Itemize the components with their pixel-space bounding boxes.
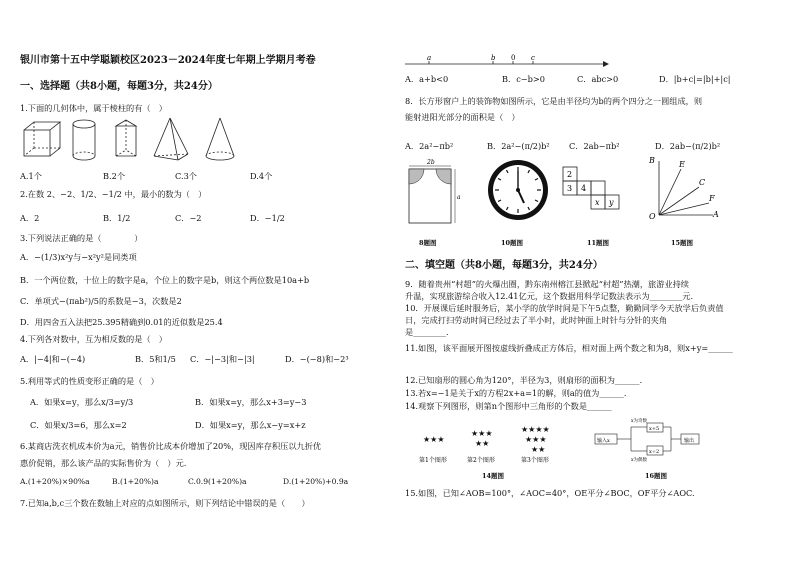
q9-line-1: 9．随着贵州“村超”的火爆出圈，黔东南州榕江县掀起“村超”热潮，旅游业持续 (405, 279, 689, 289)
right-column (397, 0, 794, 561)
q3-line-b: B．一个两位数，十位上的数字是a，个位上的数字是b，则这个两位数是10a+b (20, 275, 310, 285)
star-fig3-label: 第3个图形 (521, 457, 549, 464)
q15-text: 15.如图，已知∠AOB=100°，∠AOC=40°，OE平分∠BOC，OF平分∠AOC. (405, 488, 695, 498)
q5-option-a: A．如果x=y，那么x/3=y/3 (30, 397, 134, 407)
q7-option-c: C．abc>0 (577, 74, 619, 84)
flow-op2: x÷2 (649, 449, 660, 455)
q13-text: 13.若x=−1是关于x的方程2x+a=1的解，则a的值为______. (405, 388, 627, 398)
q1-option-c: C.3个 (175, 171, 197, 181)
cone-shape (206, 118, 234, 160)
svg-text:★★: ★★ (531, 445, 546, 454)
caption-fig15: 15题图 (671, 239, 694, 247)
fig11-cube-net (559, 163, 639, 225)
exam-title: 银川市第十五中学聪颖校区2023－2024年度七年期上学期月考卷 (20, 55, 316, 66)
section2-heading: 二、填空题（共8小题，每题3分，共24分） (405, 260, 603, 271)
nl-label-b: b (491, 54, 496, 62)
q16-flowchart (593, 418, 723, 462)
q1-option-b: B.2个 (103, 171, 126, 181)
q8-option-b: B．2a²−(π/2)b² (487, 141, 550, 151)
fig11-cell-x: x (595, 198, 600, 207)
fig11-cell-y: y (609, 198, 614, 207)
flow-even: x为偶数 (631, 458, 648, 462)
q4-option-d: D．−(−8)和−2³ (285, 354, 349, 364)
fig15-label-b: B (649, 156, 655, 165)
flow-odd: x为奇数 (631, 419, 648, 424)
q1-stem: 1.下面的几何体中，属于棱柱的有（ ） (20, 103, 167, 113)
q10-line-1: 10．开展课后延时服务后，某小学的放学时间是下午5点整，勤勤同学今天放学后负责值 (405, 303, 724, 313)
q5-option-c: C．如果x/3=6，那么x=2 (30, 420, 127, 430)
q6-line-2: 惠价促销，那么该产品的实际售价为（ ）元. (20, 458, 187, 468)
q7-number-line (403, 52, 613, 70)
fig15-label-e: E (679, 160, 685, 169)
nl-label-0: 0 (511, 54, 516, 62)
fig11-cell-3: 3 (567, 184, 573, 193)
q3-line-d: D．用四舍五入法把25.395精确到0.01的近似数是25.4 (20, 317, 223, 327)
fig15-label-f: F (709, 194, 715, 203)
q1-solids-figure (20, 116, 260, 168)
q8-line-2: 能射进阳光部分的面积是（ ） (405, 112, 520, 122)
q14-star-figures (417, 422, 587, 468)
fig15-angles (647, 155, 722, 227)
svg-text:★★★: ★★★ (423, 435, 445, 444)
q2-stem: 2.在数 2、−2、1/2、−1/2 中，最小的数为（ ） (20, 189, 207, 199)
q2-option-a: A．2 (20, 213, 40, 223)
flow-op1: x+5 (649, 426, 660, 432)
q9-line-2: 升温，实现旅游综合收入12.41亿元，这个数据用科学记数法表示为________元. (405, 291, 694, 301)
svg-text:★★★★: ★★★★ (521, 425, 550, 434)
caption-fig10: 10题图 (501, 239, 524, 247)
fig11-cell-4: 4 (581, 184, 587, 193)
q8-option-c: C．2ab−πb² (569, 141, 620, 151)
q8-option-a: A．2a²−πb² (405, 141, 454, 151)
q14-text: 14.观察下列图形，则第n个图形中三角形的个数是______ (405, 401, 612, 411)
q11-text: 11.如图，该平面展开图按虚线折叠成正方体后，相对面上两个数之和为8，则x+y=______ (405, 343, 733, 353)
q7-option-b: B．c−b>0 (502, 74, 545, 84)
fig8-window (405, 157, 465, 229)
section1-heading: 一、选择题（共8小题，每题3分，共24分） (20, 81, 218, 92)
q6-line-1: 6.某商店洗衣机成本价为a元，销售价比成本价增加了20%，现因库存积压以九折优 (20, 441, 322, 451)
q6-option-a: A.(1+20%)×90%a (20, 477, 90, 486)
nl-label-a: a (427, 54, 432, 62)
q6-option-b: B.(1+20%)a (112, 477, 159, 486)
q8-line-1: 8．长方形窗户上的装饰物如图所示，它是由半径均为b的两个四分之一圆组成，则 (405, 96, 703, 106)
q7-option-a: A．a+b<0 (405, 74, 449, 84)
flow-input: 输入x (597, 438, 610, 444)
fig15-label-o: O (649, 212, 656, 221)
fig11-cell-2: 2 (567, 170, 573, 179)
q2-option-d: D．−1/2 (250, 213, 285, 223)
q12-text: 12.已知扇形的圆心角为120°，半径为3，则扇形的面积为______. (405, 375, 643, 385)
q1-option-a: A.1个 (20, 171, 42, 181)
caption-fig14: 14题图 (482, 472, 505, 480)
flow-output: 输出 (684, 438, 695, 444)
q2-option-c: C．−2 (175, 213, 202, 223)
fig8-width-label: 2b (427, 159, 435, 166)
q3-line-c: C．单项式−(πab²)/5的系数是−3，次数是2 (20, 296, 182, 306)
svg-text:★★★: ★★★ (525, 435, 547, 444)
q8-option-d: D．2ab−(π/2)b² (655, 141, 721, 151)
caption-fig11: 11题图 (587, 239, 610, 247)
pyramid-shape (154, 118, 188, 160)
q4-stem: 4.下列各对数中，互为相反数的是（ ） (20, 334, 167, 344)
q3-stem: 3.下列说法正确的是（ ） (20, 233, 143, 243)
cube-shape (24, 122, 60, 156)
triangular-prism-shape (116, 120, 136, 156)
cylinder-shape (73, 120, 95, 160)
svg-text:★★: ★★ (475, 439, 490, 448)
q10-line-2: 日，完成打扫劳动时间已经过去了半小时，此时钟面上时针与分针的夹角 (405, 315, 668, 325)
q7-stem: 7.已知a,b,c三个数在数轴上对应的点如图所示，则下列结论中错误的是（ ） (20, 498, 310, 508)
fig8-height-label: a (457, 194, 461, 201)
caption-fig16: 16题图 (645, 472, 668, 480)
q3-line-a: A．−(1/3)x²y与−x²y²是同类项 (20, 252, 137, 262)
q6-option-d: D.(1+20%)+0.9a (283, 477, 349, 486)
nl-label-c: c (531, 54, 535, 62)
q5-option-d: D．如果x=y，那么x−y=x+z (195, 420, 306, 430)
q5-stem: 5.利用等式的性质变形正确的是（ ） (20, 376, 159, 386)
star-fig1-label: 第1个图形 (419, 457, 447, 464)
q7-option-d: D．|b+c|=|b|+|c| (659, 74, 731, 84)
fig10-clock (485, 157, 551, 223)
q4-option-c: C．−|−3|和−|3| (190, 354, 255, 364)
q1-option-d: D.4个 (250, 171, 273, 181)
star-fig2-label: 第2个图形 (467, 457, 495, 464)
fig15-label-c: C (699, 178, 706, 187)
q6-option-c: C.0.9(1+20%)a (188, 477, 247, 486)
svg-text:★★★: ★★★ (471, 429, 493, 438)
fig15-label-a: A (713, 210, 719, 219)
q5-option-b: B．如果x=y，那么x+3=y−3 (195, 397, 307, 407)
q10-line-3: 是________. (405, 327, 449, 337)
q2-option-b: B．1/2 (103, 213, 131, 223)
q4-option-b: B．5和1/5 (135, 354, 176, 364)
q4-option-a: A．|−4|和−(−4) (20, 354, 86, 364)
caption-fig8: 8题图 (419, 239, 437, 247)
